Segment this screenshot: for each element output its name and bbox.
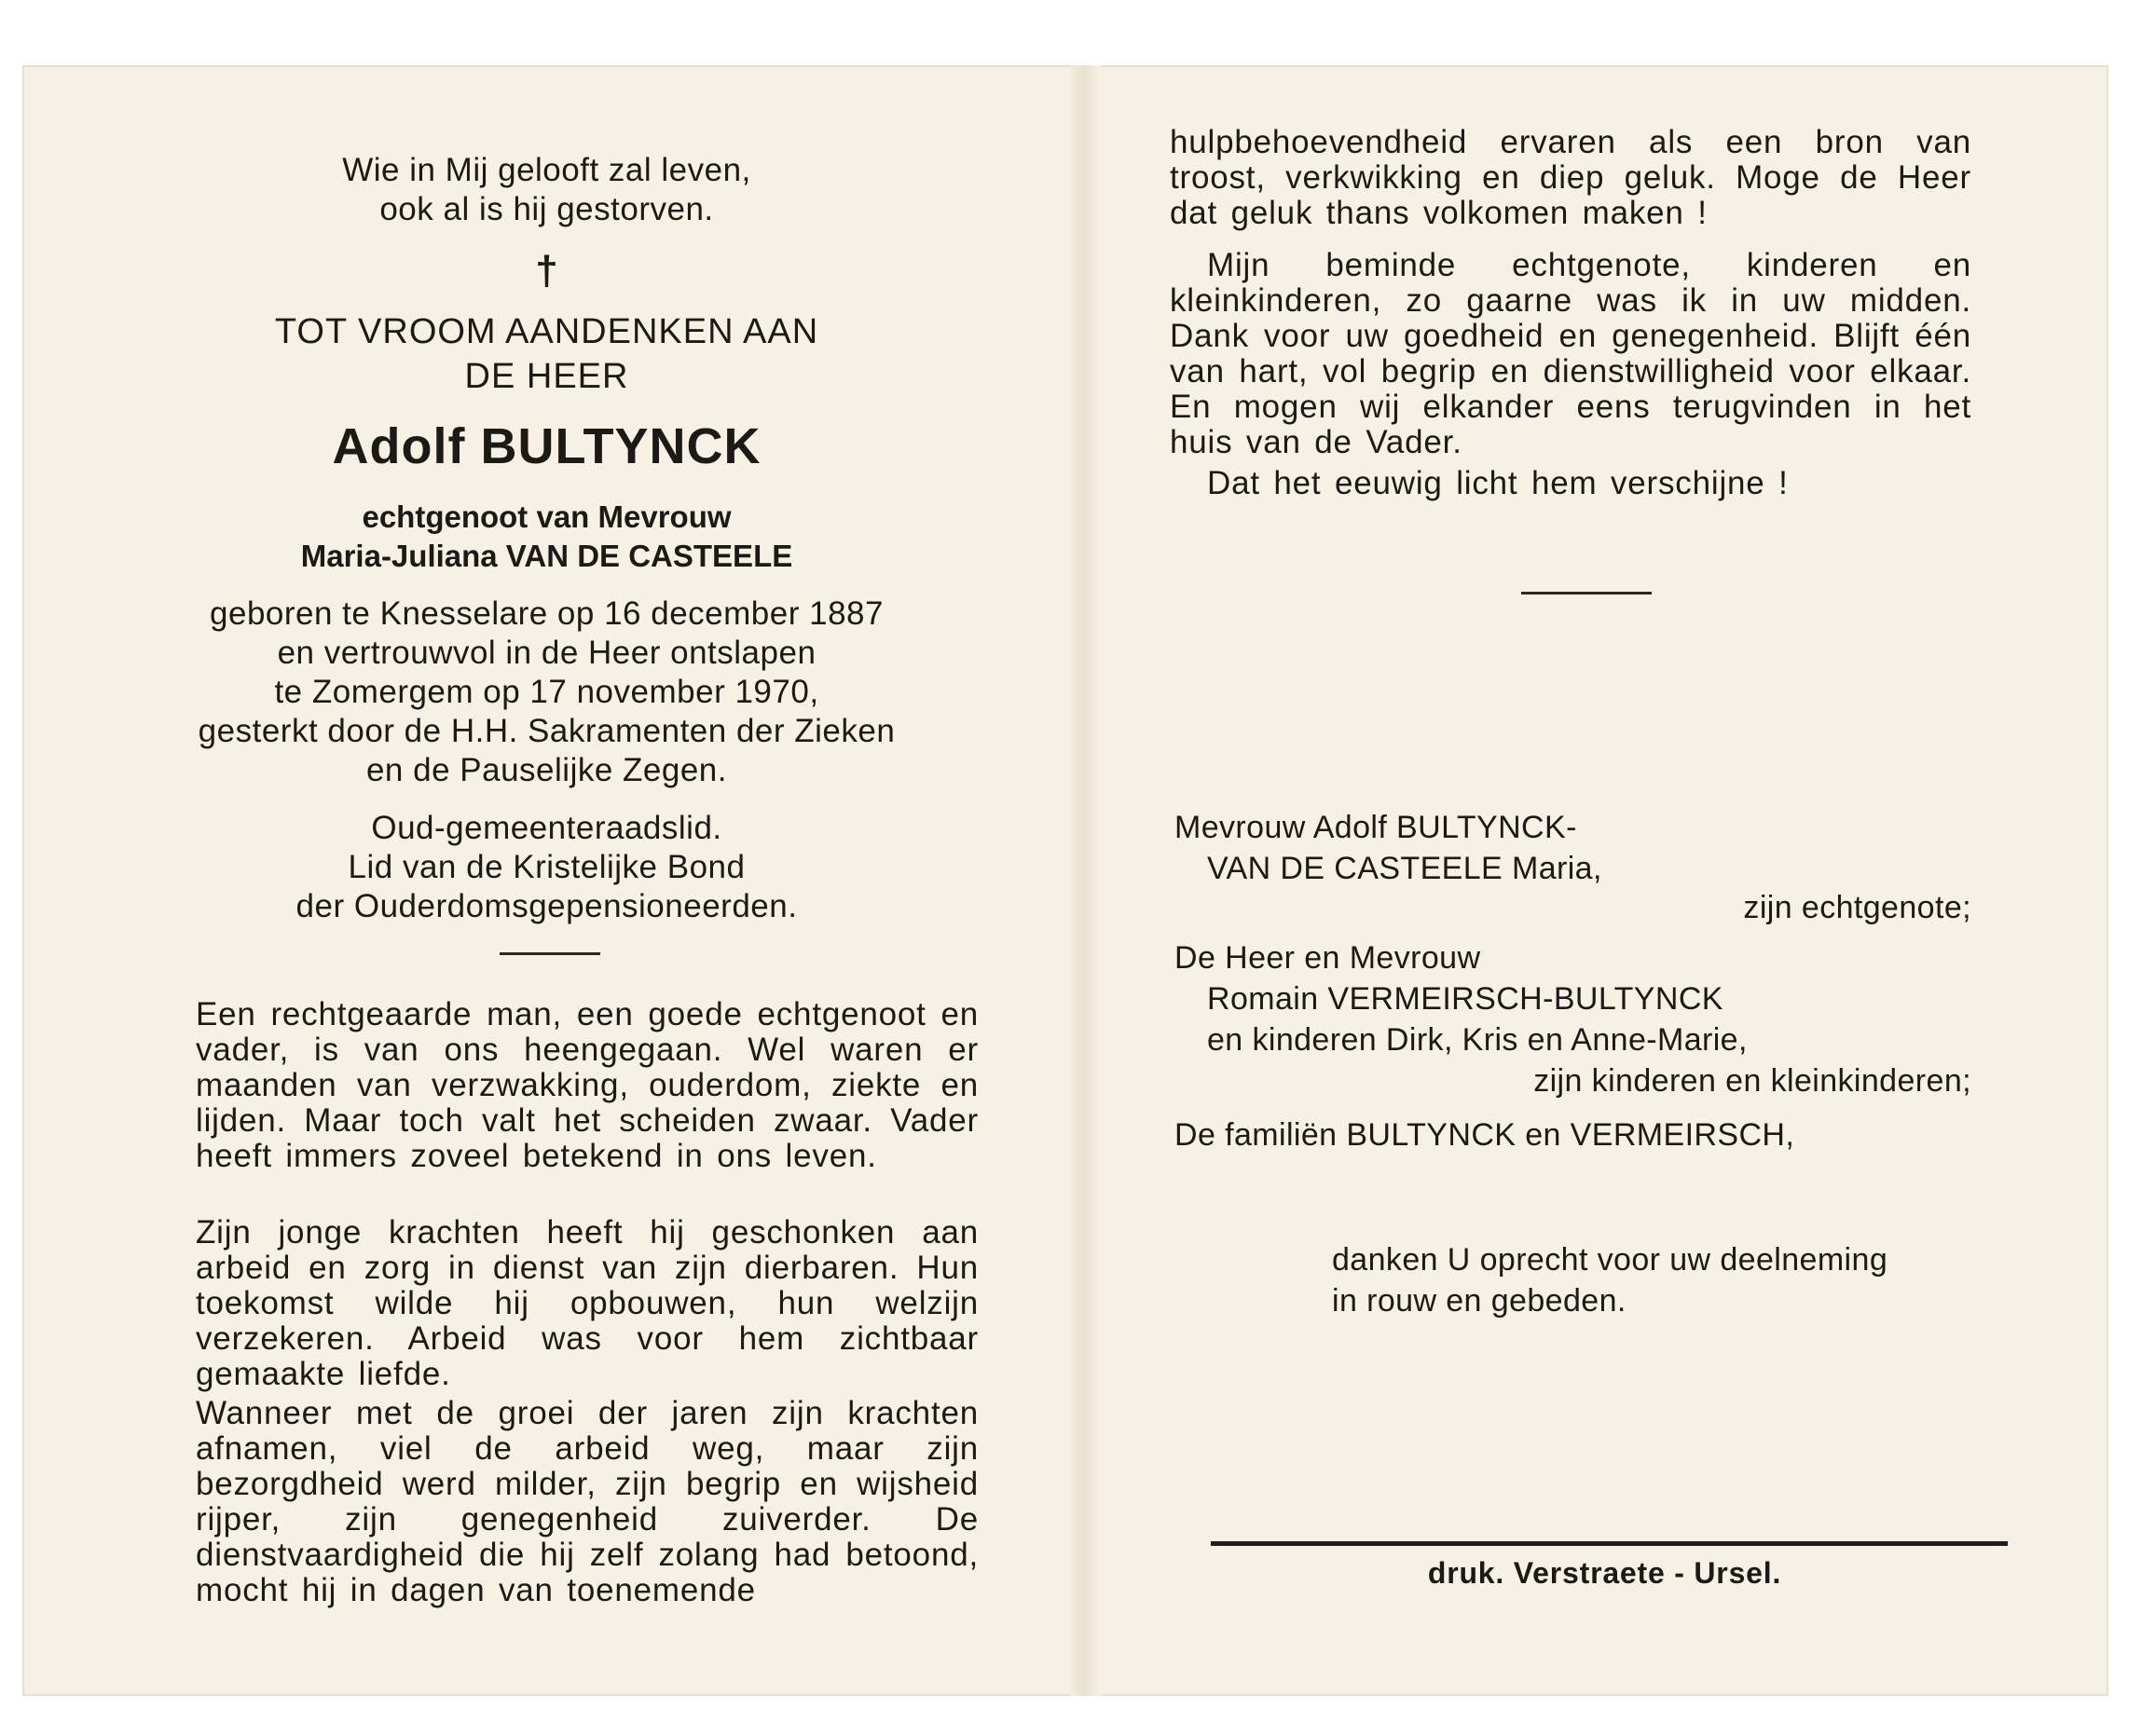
printer-credit: druk. Verstraete - Ursel. — [1427, 1556, 1782, 1590]
life-line: gesterkt door de H.H. Sakramenten der Zieken — [198, 713, 896, 749]
thanks-line: in rouw en gebeden. — [1332, 1283, 1627, 1319]
spouse-line: Maria-Juliana VAN DE CASTEELE — [300, 539, 793, 573]
family-line: Mevrouw Adolf BULTYNCK- — [1174, 810, 1577, 845]
verse-line: ook al is hij gestorven. — [379, 191, 714, 227]
memorial-heading — [22, 309, 1071, 399]
left-page — [22, 65, 1071, 1696]
divider — [500, 952, 600, 955]
card-fold — [1071, 65, 1101, 1696]
heading-line: DE HEER — [464, 357, 629, 396]
role-line: Lid van de Kristelijke Bond — [348, 849, 746, 885]
footer-rule — [1211, 1541, 2008, 1546]
family-line: De Heer en Mevrouw — [1174, 940, 1481, 976]
paragraph: Zijn jonge krachten heeft hij geschonken aan arbeid en zorg in dienst van zijn dierbaren. Hun toekomst wilde hij opbouwen, hun welzijn verzekeren. Arbeid was voor hem zichtbaar gemaakte liefde. — [196, 1214, 979, 1392]
life-line: en de Pauselijke Zegen. — [365, 752, 728, 788]
roles — [22, 809, 1071, 926]
memorial-card — [22, 65, 2108, 1696]
role-line: der Ouderdomsgepensioneerden. — [295, 888, 798, 924]
relation-line: zijn kinderen en kleinkinderen; — [1533, 1063, 1971, 1099]
thanks-line: danken U oprecht voor uw deelneming — [1332, 1242, 1888, 1278]
family-line: Romain VERMEIRSCH-BULTYNCK — [1207, 981, 1723, 1017]
paragraph: Dat het eeuwig licht hem verschijne ! — [1207, 465, 1789, 501]
verse-line: Wie in Mij gelooft zal leven, — [342, 152, 751, 188]
life-line: te Zomergem op 17 november 1970, — [274, 674, 819, 710]
bible-verse — [22, 151, 1071, 229]
paragraph: Een rechtgeaarde man, een goede echtgenoot en vader, is van ons heengegaan. Wel waren er maanden van verzwakking, ouderdom, ziekte en lijden. Maar toch valt het scheiden zwaar. Vader heeft immers zoveel betekend in ons leven. — [196, 996, 979, 1174]
relation-line: zijn echtgenote; — [1743, 890, 1971, 925]
family-line: en kinderen Dirk, Kris en Anne-Marie, — [1207, 1022, 1748, 1058]
life-details — [22, 595, 1071, 790]
family-line: VAN DE CASTEELE Maria, — [1207, 851, 1602, 886]
life-line: geboren te Knesselare op 16 december 1887 — [210, 595, 884, 632]
cross-icon: † — [535, 248, 558, 294]
spouse-info — [22, 498, 1071, 576]
heading-line: TOT VROOM AANDENKEN AAN — [274, 312, 819, 351]
life-line: en vertrouwvol in de Heer ontslapen — [277, 635, 817, 671]
divider — [1521, 592, 1652, 595]
paragraph: Mijn beminde echtgenote, kinderen en kleinkinderen, zo gaarne was ik in uw midden. Dank voor uw goedheid en genegenheid. Blijft één van hart, vol begrip en dienstwilligheid voor elkaar. En mogen wij elkander eens terugvinden in het huis van de Vader. — [1170, 247, 1971, 460]
spouse-line: echtgenoot van Mevrouw — [362, 499, 732, 534]
family-line: De familiën BULTYNCK en VERMEIRSCH, — [1174, 1117, 1795, 1153]
deceased-name: Adolf BULTYNCK — [332, 418, 762, 474]
paragraph: Wanneer met de groei der jaren zijn krachten afnamen, viel de arbeid weg, maar zijn bezorgdheid werd milder, zijn begrip en wijsheid rijper, zijn genegenheid zuiverder. De dienstvaardigheid die hij zelf zolang had betoond, mocht hij in dagen van toenemende — [196, 1395, 979, 1608]
right-page — [1101, 65, 2108, 1696]
role-line: Oud-gemeenteraadslid. — [371, 810, 722, 846]
paragraph: hulpbehoevendheid ervaren als een bron van troost, verkwikking en diep geluk. Moge de Heer dat geluk thans volkomen maken ! — [1170, 124, 1971, 231]
